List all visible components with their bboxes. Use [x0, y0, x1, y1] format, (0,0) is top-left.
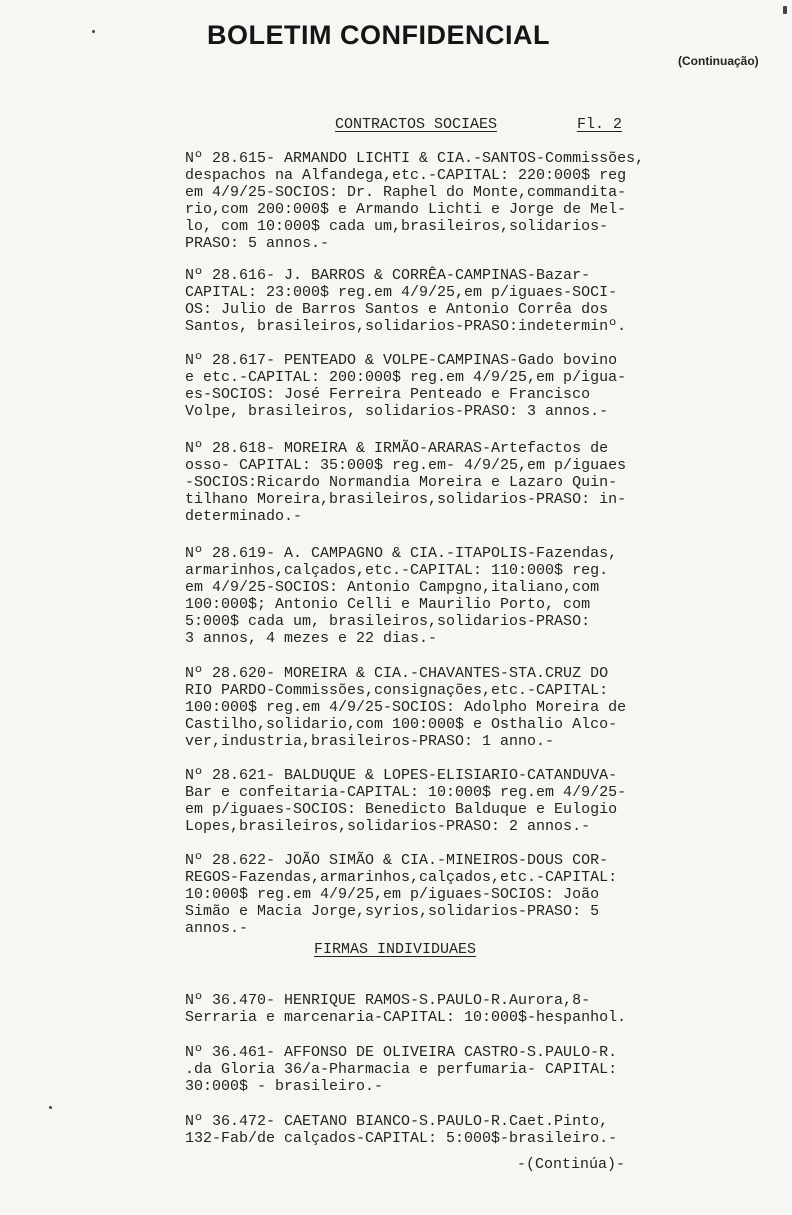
entry-line: Nº 28.621- BALDUQUE & LOPES-ELISIARIO-CATANDUVA- [185, 767, 618, 784]
contract-entry-28621 [185, 767, 705, 835]
entry-line: Castilho,solidario,com 100:000$ e Osthalio Alco- [185, 716, 618, 733]
folio-number: Fl. 2 [577, 116, 623, 133]
entry-line: ver,industria,brasileiros-PRASO: 1 anno.- [185, 733, 555, 750]
entry-line: Serraria e marcenaria-CAPITAL: 10:000$-hespanhol. [185, 1009, 627, 1026]
entry-line: osso- CAPITAL: 35:000$ reg.em- 4/9/25,em p/iguaes [185, 457, 627, 474]
entry-line: Nº 36.470- HENRIQUE RAMOS-S.PAULO-R.Aurora,8- [185, 992, 591, 1009]
entry-line: .da Gloria 36/a-Pharmacia e perfumaria- CAPITAL: [185, 1061, 618, 1078]
bulletin-title: BOLETIM CONFIDENCIAL [207, 20, 550, 50]
entry-line: es-SOCIOS: José Ferreira Penteado e Francisco [185, 386, 591, 403]
firm-entry-36472 [185, 1113, 705, 1147]
entry-line: Simão e Macia Jorge,syrios,solidarios-PRASO: 5 [185, 903, 600, 920]
entry-line: Nº 36.472- CAETANO BIANCO-S.PAULO-R.Caet.Pinto, [185, 1113, 609, 1130]
entry-line: em 4/9/25-SOCIOS: Antonio Campgno,italiano,com [185, 579, 600, 596]
entry-line: Nº 36.461- AFFONSO DE OLIVEIRA CASTRO-S.PAULO-R. [185, 1044, 618, 1061]
entry-line: Nº 28.620- MOREIRA & CIA.-CHAVANTES-STA.CRUZ DO [185, 665, 609, 682]
entry-line: 10:000$ reg.em 4/9/25,em p/iguaes-SOCIOS: João [185, 886, 600, 903]
entry-line: 30:000$ - brasileiro.- [185, 1078, 384, 1095]
section-title-individual-firms: FIRMAS INDIVIDUAES [314, 941, 477, 958]
entry-line: e etc.-CAPITAL: 200:000$ reg.em 4/9/25,em p/igua- [185, 369, 627, 386]
entry-line: CAPITAL: 23:000$ reg.em 4/9/25,em p/iguaes-SOCI- [185, 284, 618, 301]
entry-line: rio,com 200:000$ e Armando Lichti e Jorge de Mel- [185, 201, 627, 218]
entry-line: lo, com 10:000$ cada um,brasileiros,solidarios- [185, 218, 609, 235]
entry-line: Volpe, brasileiros, solidarios-PRASO: 3 annos.- [185, 403, 609, 420]
entry-line: 132-Fab/de calçados-CAPITAL: 5:000$-brasileiro.- [185, 1130, 618, 1147]
entry-line: 5:000$ cada um, brasileiros,solidarios-PRASO: [185, 613, 591, 630]
firm-entry-36461 [185, 1044, 705, 1095]
firm-entry-36470 [185, 992, 705, 1026]
entry-line: OS: Julio de Barros Santos e Antonio Corrêa dos [185, 301, 609, 318]
entry-line: em p/iguaes-SOCIOS: Benedicto Balduque e Eulogio [185, 801, 618, 818]
continuation-note: (Continuação) [678, 54, 759, 68]
entry-line: -SOCIOS:Ricardo Normandia Moreira e Lazaro Quin- [185, 474, 618, 491]
entry-line: em 4/9/25-SOCIOS: Dr. Raphel do Monte,commandita- [185, 184, 627, 201]
entry-line: Nº 28.616- J. BARROS & CORRÊA-CAMPINAS-Bazar- [185, 267, 591, 284]
contract-entry-28615 [185, 150, 705, 252]
section-title-contracts: CONTRACTOS SOCIAES [335, 116, 498, 133]
scan-speck [49, 1106, 52, 1109]
entry-line: 100:000$; Antonio Celli e Maurilio Porto, com [185, 596, 591, 613]
continues-note: -(Continúa)- [517, 1156, 626, 1173]
entry-line: 100:000$ reg.em 4/9/25-SOCIOS: Adolpho Moreira de [185, 699, 627, 716]
entry-line: armarinhos,calçados,etc.-CAPITAL: 110:000$ reg. [185, 562, 609, 579]
scan-speck [92, 30, 95, 33]
scan-speck [783, 6, 787, 14]
entry-line: Nº 28.622- JOÃO SIMÃO & CIA.-MINEIROS-DOUS COR- [185, 852, 609, 869]
entry-line: 3 annos, 4 mezes e 22 dias.- [185, 630, 438, 647]
entry-line: annos.- [185, 920, 249, 937]
contract-entry-28616 [185, 267, 705, 335]
contract-entry-28622 [185, 852, 705, 937]
contract-entry-28617 [185, 352, 705, 420]
entry-line: Nº 28.617- PENTEADO & VOLPE-CAMPINAS-Gado bovino [185, 352, 618, 369]
entry-line: Nº 28.619- A. CAMPAGNO & CIA.-ITAPOLIS-Fazendas, [185, 545, 618, 562]
entry-line: Lopes,brasileiros,solidarios-PRASO: 2 annos.- [185, 818, 591, 835]
entry-line: tilhano Moreira,brasileiros,solidarios-PRASO: in- [185, 491, 627, 508]
entry-line: despachos na Alfandega,etc.-CAPITAL: 220:000$ reg [185, 167, 627, 184]
contract-entry-28618 [185, 440, 705, 525]
entry-line: REGOS-Fazendas,armarinhos,calçados,etc.-CAPITAL: [185, 869, 618, 886]
contract-entry-28620 [185, 665, 705, 750]
entry-line: Bar e confeitaria-CAPITAL: 10:000$ reg.em 4/9/25- [185, 784, 627, 801]
entry-line: Nº 28.615- ARMANDO LICHTI & CIA.-SANTOS-Commissões, [185, 150, 645, 167]
entry-line: determinado.- [185, 508, 303, 525]
entry-line: Nº 28.618- MOREIRA & IRMÃO-ARARAS-Artefactos de [185, 440, 609, 457]
entry-line: RIO PARDO-Commissões,consignações,etc.-CAPITAL: [185, 682, 609, 699]
entry-line: PRASO: 5 annos.- [185, 235, 330, 252]
contract-entry-28619 [185, 545, 705, 647]
entry-line: Santos, brasileiros,solidarios-PRASO:indeterminº. [185, 318, 627, 335]
